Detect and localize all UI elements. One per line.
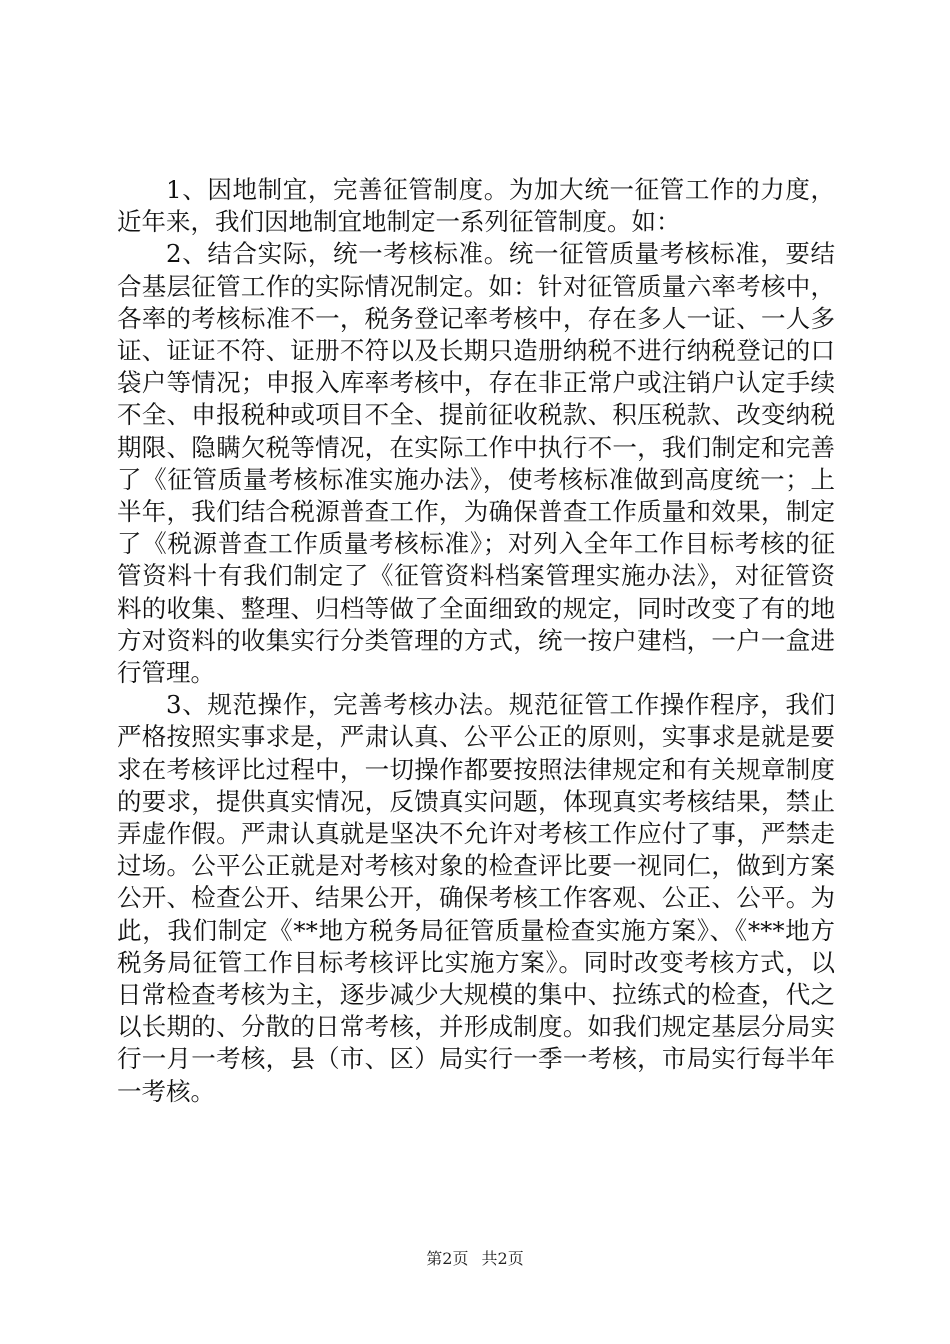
page-number: 第2页 bbox=[426, 1249, 469, 1268]
paragraph-2: 2、结合实际，统一考核标准。统一征管质量考核标准，要结合基层征管工作的实际情况制定。如：针对征管质量六率考核中，各率的考核标准不一，税务登记率考核中，存在多人一证、一人多证、证证不符、证册不符以及长期只造册纳税不进行纳税登记的口袋户等情况；申报入库率考核中，存在非正常户或注销户认定手续不全、申报税种或项目不全、提前征收税款、积压税款、改变纳税期限、隐瞒欠税等情况，在实际工作中执行不一，我们制定和完善了《征管质量考核标准实施办法》，使考核标准做到高度统一；上半年，我们结合税源普查工作，为确保普查工作质量和效果，制定了《税源普查工作质量考核标准》；对列入全年工作目标考核的征管资料十有我们制定了《征管资料档案管理实施办法》，对征管资料的收集、整理、归档等做了全面细致的规定，同时改变了有的地方对资料的收集实行分类管理的方式，统一按户建档，一户一盒进行管理。 bbox=[117, 239, 835, 688]
paragraph-3: 3、规范操作，完善考核办法。规范征管工作操作程序，我们严格按照实事求是，严肃认真、公平公正的原则，实事求是就是要求在考核评比过程中，一切操作都要按照法律规定和有关规章制度的要求，提供真实情况，反馈真实问题，体现真实考核结果，禁止弄虚作假。严肃认真就是坚决不允许对考核工作应付了事，严禁走过场。公平公正就是对考核对象的检查评比要一视同仁，做到方案公开、检查公开、结果公开，确保考核工作客观、公正、公平。为此，我们制定《**地方税务局征管质量检查实施方案》、《***地方税务局征管工作目标考核评比实施方案》。同时改变考核方式，以日常检查考核为主，逐步减少大规模的集中、拉练式的检查，代之以长期的、分散的日常考核，并形成制度。如我们规定基层分局实行一月一考核，县（市、区）局实行一季一考核，市局实行每半年一考核。 bbox=[117, 690, 835, 1106]
paragraph-1: 1、因地制宜，完善征管制度。为加大统一征管工作的力度，近年来，我们因地制宜地制定一系列征管制度。如： bbox=[117, 175, 835, 237]
document-body bbox=[117, 174, 835, 1108]
page-total: 共2页 bbox=[481, 1249, 524, 1268]
page-footer bbox=[0, 1246, 950, 1269]
